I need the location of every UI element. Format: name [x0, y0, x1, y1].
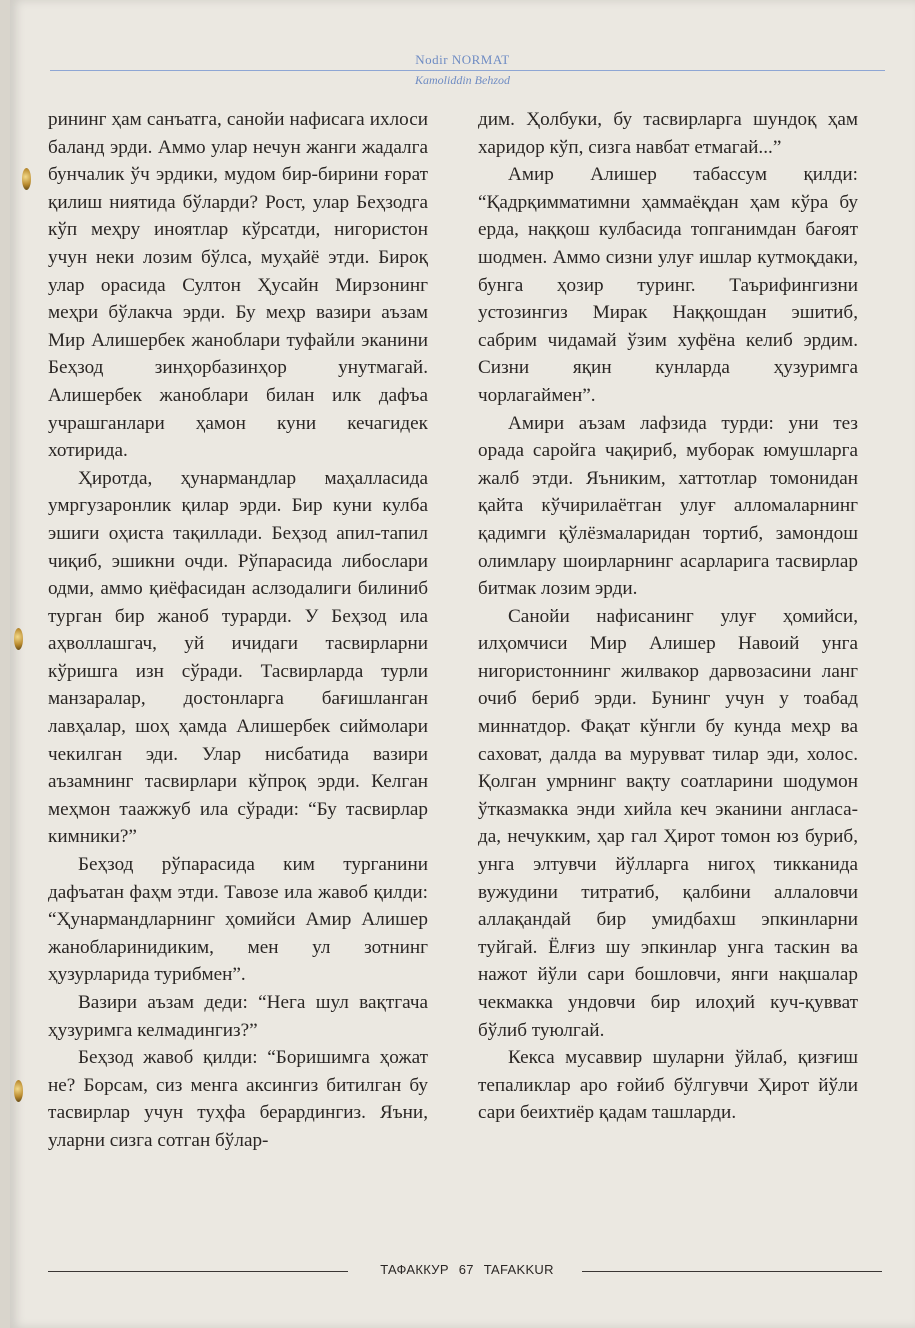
paragraph: Амири аъзам лафзида турди: уни тез орада саройга чақириб, муборак юмушларга жалб этди. Яъниким, хаттотлар томонидан қайта кўчирилаётган улуғ алломаларнинг қадимги қўлёзмаларидан тортиб, замондош олимлару шоирларнинг асарларига тасвирлар битмак лозим эрди.	[478, 412, 858, 600]
paragraph: Кекса мусаввир шуларни ўйлаб, қизғиш тепаликлар аро ғойиб бўлгувчи Ҳирот йўли сари беихтиёр қадам ташларди.	[478, 1047, 858, 1124]
paragraph: дим. Ҳолбуки, бу тасвирларга шундоқ ҳам харидор кўп, сизга навбат етмагай...”	[478, 109, 858, 158]
paragraph: Амир Алишер табассум қилди: “Қадрқимматимни ҳаммаёқдан ҳам кўра бу ерда, наққош кулбасида топганимдан бағоят шодмен. Аммо сизни улуғ ишлар кутмоқдаки, бунга ҳозир туринг. Таърифингизни устозингиз Мирак Наққошдан эшитиб, сабрим чидамай ўзим хуфёна келиб эрдим. Сизни яқин кунларда ҳузуримга чорлагаймен”.	[478, 164, 858, 406]
footer-magazine-latin: TAFAKKUR	[483, 1262, 554, 1277]
binding-hole	[22, 168, 31, 190]
paragraph: Беҳзод жавоб қилди: “Боришимга ҳожат не? Борсам, сиз менга аксингиз битилган бу тасвирлар учун туҳфа берардингиз. Яъни, уларни сизга сотган бўлар-	[48, 1047, 428, 1151]
binding-hole	[14, 1080, 23, 1102]
binding-hole	[14, 628, 23, 650]
footer	[354, 1262, 580, 1277]
left-column	[48, 106, 428, 1155]
paragraph: Санойи нафисанинг улуғ ҳомийси, илҳомчиси Мир Алишер Навоий унга нигористоннинг жилвакор дарвозасини ланг очиб бериб эрди. Бунинг учун у тоабад миннатдор. Фақат кўнгли бу кунда меҳр ва саховат, далда ва мурувват тилар эди, холос. Қолган умрнинг вақту соатларини шодумон ўтказмакка энди хийла кеч эканини англаса-да, нечукким, ҳар гал Ҳирот томон юз буриб, унга элтувчи йўлларга нигоҳ тикканида вужудини титратиб, қалбини аллаловчи аллақандай бир умидбахш эпкинларни туйгай. Ёлғиз шу эпкинлар унга таскин ва нажот йўли сари бошловчи, янги нақшалар чекмакка ундовчи бир илоҳий куч-қувват бўлиб туюлгай.	[478, 605, 858, 1041]
footer-rule-right	[582, 1271, 882, 1272]
footer-magazine-cyrillic: ТАФАККУР	[380, 1262, 449, 1277]
header-author: Nodir NORMAT	[415, 52, 510, 67]
right-column	[478, 106, 858, 1127]
paragraph: Вазири аъзам деди: “Нега шул вақтгача ҳузуримга келмадингиз?”	[48, 992, 428, 1041]
page-number: 67	[458, 1262, 474, 1277]
paragraph: Беҳзод рўпарасида ким турганини дафъатан фаҳм этди. Тавозе ила жавоб қилди: “Ҳунармандларнинг ҳомийси Амир Алишер жанобларинидиким, мен ул зотнинг ҳузурларида турибмен”.	[48, 854, 428, 986]
header-subtitle: Kamoliddin Behzod	[415, 73, 510, 87]
footer-rule-left	[48, 1271, 348, 1272]
header-rule	[50, 70, 885, 71]
paragraph: рининг ҳам санъатга, санойи нафисага ихлоси баланд эрди. Аммо улар нечун жанги жадалга бунчалик ўч эрдики, мудом бир-бирини ғорат қилиш ниятида бўларди? Рост, улар Беҳзодга кўп меҳру иноятлар кўрсатди, нигористон учун неки лозим бўлса, муҳайё этди. Бироқ улар орасида Султон Ҳусайн Мирзонинг меҳри бўлакча эрди. Бу меҳр вазири аъзам Мир Алишербек жаноблари туфайли эканини Беҳзод зинҳорбазинҳор унутмагай. Алишербек жаноблари билан илк дафъа учрашганлари ҳамон куни кечагидек хотирида.	[48, 109, 428, 462]
magazine-page	[10, 0, 915, 1328]
paragraph: Ҳиротда, ҳунармандлар маҳалласида умргузаронлик қилар эрди. Бир куни кулба эшиги оҳиста тақиллади. Беҳзод апил-тапил чиқиб, эшикни очди. Рўпарасида либослари одми, аммо қиёфасидан аслзодалиги билиниб турган бир жаноб турарди. У Беҳзод ила аҳволлашгач, уй ичидаги тасвирларни кўришга изн сўради. Тасвирларда турли манзаралар, достонларга бағишланган лавҳалар, шоҳ ҳамда Алишербек сиймолари чекилган эди. Улар нисбатида вазири аъзамнинг тасвирлари кўпроқ эрди. Келган меҳмон таажжуб ила сўради: “Бу тасвирлар кимники?”	[48, 467, 428, 848]
